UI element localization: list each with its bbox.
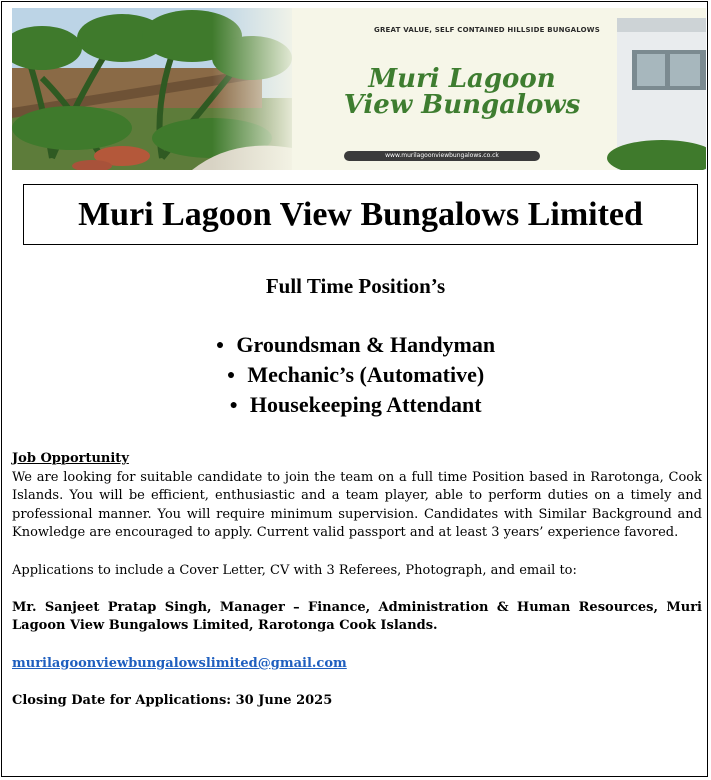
position-item [2, 360, 708, 390]
contact-person: Mr. Sanjeet Pratap Singh, Manager – Finance, Administration & Human Resources, Muri Lagoon View Bungalows Limited, Rarotonga Cook Islands. [12, 599, 702, 634]
applications-text: Applications to include a Cover Letter, CV with 3 Referees, Photograph, and email to: [12, 562, 577, 578]
banner-url: www.murilagoonviewbungalows.co.ck [344, 151, 540, 161]
job-details [12, 450, 702, 710]
banner-brand-line2: View Bungalows [343, 90, 581, 120]
position-label: Housekeeping Attendant [249, 392, 482, 417]
position-label: Mechanic’s (Automative) [247, 362, 485, 387]
bullet-icon: ● [226, 368, 236, 383]
position-label: Groundsman & Handyman [236, 332, 496, 357]
banner-brand [282, 66, 642, 118]
closing-date: Closing Date for Applications: 30 June 2025 [12, 692, 333, 708]
position-item [2, 390, 708, 420]
title-box [23, 184, 698, 245]
job-description: We are looking for suitable candidate to join the team on a full time Position based in Rarotonga, Cook Islands. You will be efficient, enthusiastic and a team player, able to perform duties on a timely and professional manner. You will require minimum supervision. Candidates with Similar Background and Knowledge are encouraged to apply. Current valid passport and at least 3 years’ experience favored. [12, 469, 702, 541]
position-item [2, 330, 708, 360]
positions-list [2, 330, 708, 420]
job-heading: Job Opportunity [12, 451, 129, 466]
page-subtitle: Full Time Position’s [265, 274, 446, 298]
page-title: Muri Lagoon View Bungalows Limited [78, 195, 643, 233]
email-link[interactable]: murilagoonviewbungalowslimited@gmail.com [12, 655, 347, 671]
bullet-icon: ● [229, 398, 238, 413]
job-advert-page [1, 1, 708, 777]
banner-tagline: GREAT VALUE, SELF CONTAINED HILLSIDE BUNGALOWS [374, 26, 600, 34]
bullet-icon: ● [215, 338, 225, 353]
banner-brand-line1: Muri Lagoon [368, 64, 556, 94]
banner-image [12, 8, 706, 170]
